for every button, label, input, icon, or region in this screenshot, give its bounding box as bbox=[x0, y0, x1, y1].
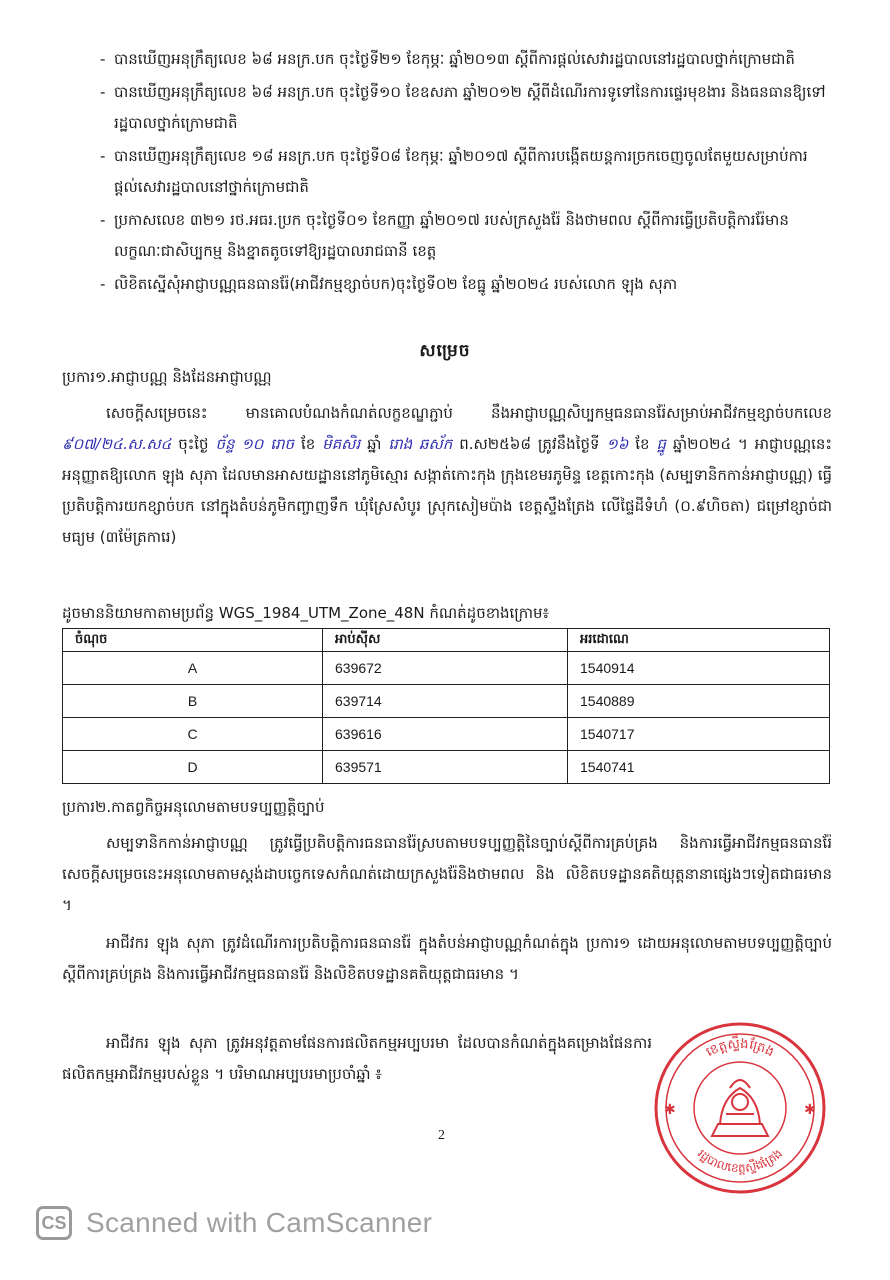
table-row bbox=[63, 652, 830, 685]
article-2-paragraph-3: អាជីវករ ឡុង សុភា ត្រូវអនុវត្តតាមផែនការផលិតកម្មអប្បបរមា ដែលបានកំណត់ក្នុងគម្រោងផែនការផលិតកម្មអាជីវកម្មរបស់ខ្លួន ។ បរិមាណអប្បបរមាប្រចាំឆ្នាំ ៖ bbox=[62, 1034, 652, 1083]
lunar-month: មិគសិរ bbox=[322, 435, 361, 453]
easting-cell: 639616 bbox=[323, 718, 568, 751]
reference-item: - បានឃើញអនុក្រឹត្យលេខ ៦៨ អនក្រ.បក ចុះថ្ងៃទី១០ ខែឧសភា ឆ្នាំ២០១២ ស្ដីពីដំណើរការទូទៅនៃការផ្ទេរមុខងារ និងធនធានឱ្យទៅរដ្ឋបាលថ្នាក់ក្រោមជាតិ bbox=[100, 77, 830, 139]
camscanner-watermark bbox=[36, 1206, 432, 1240]
table-row bbox=[63, 685, 830, 718]
easting-cell: 639672 bbox=[323, 652, 568, 685]
point-cell: B bbox=[63, 685, 323, 718]
easting-cell: 639714 bbox=[323, 685, 568, 718]
reference-text: បានឃើញអនុក្រឹត្យលេខ ១៨ អនក្រ.បក ចុះថ្ងៃទី០៨ ខែកុម្ភៈ ឆ្នាំ២០១៧ ស្ដីពីការបង្កើតយន្តការច្រកចេញចូលតែមួយសម្រាប់ការផ្ដល់សេវារដ្ឋបាលនៅថ្នាក់ក្រោមជាតិ bbox=[114, 147, 808, 196]
issue-day: ១៦ bbox=[606, 435, 629, 453]
license-number: ៩០៧/២៤.ស.ស៤ bbox=[62, 435, 172, 453]
reference-text: បានឃើញអនុក្រឹត្យលេខ ៦៨ អនក្រ.បក ចុះថ្ងៃទី២១ ខែកុម្ភៈ ឆ្នាំ២០១៣ ស្ដីពីការផ្ដល់សេវារដ្ឋបាលនៅរដ្ឋបាលថ្នាក់ក្រោមជាតិ bbox=[114, 50, 795, 68]
table-row bbox=[63, 751, 830, 784]
lunar-day: ច័ន្ទ ១០ រោច bbox=[215, 435, 295, 453]
article-1-body: សេចក្ដីសម្រេចនេះ មានគោលបំណងកំណត់លក្ខខណ្ឌភ្ជាប់ នឹងអាជ្ញាបណ្ណសិប្បកម្មធនធានរ៉ែសម្រាប់អាជីវកម្មខ្សាច់បកលេខ ៩០៧/២៤.ស.ស៤ ចុះថ្ងៃ ច័ន្ទ ១០ រោច ខែ មិគសិរ ឆ្នាំ រោង ឆស័ក ព.ស២៥៦៨ ត្រូវនឹងថ្ងៃទី ១៦ ខែ ធ្នូ ឆ្នាំ២០២៤ ។ អាជ្ញាបណ្ណនេះអនុញ្ញាតឱ្យលោក ឡុង សុភា ដែលមានអាសយដ្ឋាននៅភូមិស្មោរ សង្កាត់កោះកុង ក្រុងខេមរភូមិន្ទ ខេត្តកោះកុង (សម្បទានិកកាន់អាជ្ញាបណ្ណ) ធ្វើប្រតិបត្តិការយកខ្សាច់បក នៅក្នុងតំបន់ភូមិកញ្ចាញទឹក ឃុំស្រែសំបូរ ស្រុកសៀមប៉ាង ខេត្តស្ទឹងត្រែង លើផ្ទៃដីទំហំ (០.៩ហិចតា) ជម្រៅខ្សាច់ជាមធ្យម (៣ម៉ែត្រការេ) bbox=[62, 404, 833, 546]
column-header: អរដោណេ bbox=[568, 629, 830, 652]
stamp-top-text: ខេត្តស្ទឹងត្រែង bbox=[703, 1036, 777, 1061]
article-1-heading: ប្រការ១.អាជ្ញាបណ្ណ និងដែនអាជ្ញាបណ្ណ bbox=[62, 368, 272, 386]
reference-item: - បានឃើញអនុក្រឹត្យលេខ ១៨ អនក្រ.បក ចុះថ្ងៃទី០៨ ខែកុម្ភៈ ឆ្នាំ២០១៧ ស្ដីពីការបង្កើតយន្តការច្រកចេញចូលតែមួយសម្រាប់ការផ្ដល់សេវារដ្ឋបាលនៅថ្នាក់ក្រោមជាតិ bbox=[100, 141, 830, 203]
article-2-paragraph-1: សម្បទានិកកាន់អាជ្ញាបណ្ណ ត្រូវធ្វើប្រតិបត្តិការធនធានរ៉ែស្របតាមបទប្បញ្ញត្តិនៃច្បាប់ស្ដីពីការគ្រប់គ្រង និងការធ្វើអាជីវកម្មធនធានរ៉ែ សេចក្ដីសម្រេចនេះអនុលោមតាមស្តង់ដាបច្ចេកទេសកំណត់ដោយក្រសួងរ៉ែនិងថាមពល និង លិខិតបទដ្ឋានគតិយុត្តនានាផ្សេងៗទៀតជាធរមាន ។ bbox=[62, 834, 832, 914]
reference-text: ប្រកាសលេខ ៣២១ រថ.អធរ.ប្រក ចុះថ្ងៃទី០១ ខែកញ្ញា ឆ្នាំ២០១៧ របស់ក្រសួងរ៉ែ និងថាមពល ស្ដីពីការធ្វើប្រតិបត្តិការរ៉ែមានលក្ខណៈជាសិប្បកម្ម និងខ្នាតតូចទៅឱ្យរដ្ឋបាលរាជធានី ខេត្ត bbox=[114, 211, 789, 260]
reference-list bbox=[100, 44, 830, 302]
table-row bbox=[63, 718, 830, 751]
svg-text:រដ្ឋបាលខេត្តស្ទឹងត្រែង bbox=[695, 1146, 785, 1175]
point-cell: C bbox=[63, 718, 323, 751]
camscanner-logo-icon: CS bbox=[36, 1206, 72, 1240]
svg-text:✱: ✱ bbox=[664, 1102, 676, 1118]
decision-title: សម្រេច bbox=[419, 341, 471, 361]
reference-text: បានឃើញអនុក្រឹត្យលេខ ៦៨ អនក្រ.បក ចុះថ្ងៃទី១០ ខែឧសភា ឆ្នាំ២០១២ ស្ដីពីដំណើរការទូទៅនៃការផ្ទេរមុខងារ និងធនធានឱ្យទៅរដ្ឋបាលថ្នាក់ក្រោមជាតិ bbox=[114, 83, 826, 132]
northing-cell: 1540889 bbox=[568, 685, 830, 718]
stamp-emblem-icon bbox=[712, 1080, 768, 1136]
northing-cell: 1540914 bbox=[568, 652, 830, 685]
stamp-bottom-text: រដ្ឋបាលខេត្តស្ទឹងត្រែង bbox=[694, 1146, 786, 1176]
article-2-paragraph-2: អាជីវករ ឡុង សុភា ត្រូវដំណើរការប្រតិបត្តិការធនធានរ៉ែ ក្នុងតំបន់អាជ្ញាបណ្ណកំណត់ក្នុង ប្រការ១ ដោយអនុលោមតាមបទប្បញ្ញត្តិច្បាប់ស្ដីពីការគ្រប់គ្រង និងការធ្វើអាជីវកម្មធនធានរ៉ែ និងលិខិតបទដ្ឋានគតិយុត្តជាធរមាន ។ bbox=[62, 934, 832, 983]
page-number: 2 bbox=[438, 1128, 445, 1143]
issue-month: ធ្នូ bbox=[656, 435, 666, 453]
point-cell: A bbox=[63, 652, 323, 685]
reference-item: - លិខិតស្នើសុំអាជ្ញាបណ្ណធនធានរ៉ែ(អាជីវកម្មខ្សាច់បក)ចុះថ្ងៃទី០២ ខែធ្នូ ឆ្នាំ២០២៤ របស់លោក ឡុង សុភា bbox=[100, 269, 830, 300]
reference-item: - បានឃើញអនុក្រឹត្យលេខ ៦៨ អនក្រ.បក ចុះថ្ងៃទី២១ ខែកុម្ភៈ ឆ្នាំ២០១៣ ស្ដីពីការផ្ដល់សេវារដ្ឋបាលនៅរដ្ឋបាលថ្នាក់ក្រោមជាតិ bbox=[100, 44, 830, 75]
official-seal-stamp bbox=[650, 1018, 830, 1198]
watermark-text: Scanned with CamScanner bbox=[86, 1207, 433, 1238]
svg-text:✱: ✱ bbox=[804, 1102, 816, 1118]
table-header-row bbox=[63, 629, 830, 652]
column-header: ចំណុច bbox=[63, 629, 323, 652]
article-2-heading: ប្រការ២.កាតព្វកិច្ចអនុលោមតាមបទប្បញ្ញត្តិច្បាប់ bbox=[62, 798, 325, 816]
northing-cell: 1540717 bbox=[568, 718, 830, 751]
lunar-year: រោង ឆស័ក bbox=[388, 435, 453, 453]
coordinate-table bbox=[62, 628, 830, 784]
coordinate-intro: ដូចមាននិយាមកាតាមប្រព័ន្ធ WGS_1984_UTM_Zone_48N កំណត់ដូចខាងក្រោម៖ bbox=[62, 604, 550, 622]
reference-item: - ប្រកាសលេខ ៣២១ រថ.អធរ.ប្រក ចុះថ្ងៃទី០១ ខែកញ្ញា ឆ្នាំ២០១៧ របស់ក្រសួងរ៉ែ និងថាមពល ស្ដីពីការធ្វើប្រតិបត្តិការរ៉ែមានលក្ខណៈជាសិប្បកម្ម និងខ្នាតតូចទៅឱ្យរដ្ឋបាលរាជធានី ខេត្ត bbox=[100, 205, 830, 267]
reference-text: លិខិតស្នើសុំអាជ្ញាបណ្ណធនធានរ៉ែ(អាជីវកម្មខ្សាច់បក)ចុះថ្ងៃទី០២ ខែធ្នូ ឆ្នាំ២០២៤ របស់លោក ឡុង សុភា bbox=[114, 275, 678, 293]
point-cell: D bbox=[63, 751, 323, 784]
easting-cell: 639571 bbox=[323, 751, 568, 784]
northing-cell: 1540741 bbox=[568, 751, 830, 784]
column-header: អាប់ស៊ីស bbox=[323, 629, 568, 652]
